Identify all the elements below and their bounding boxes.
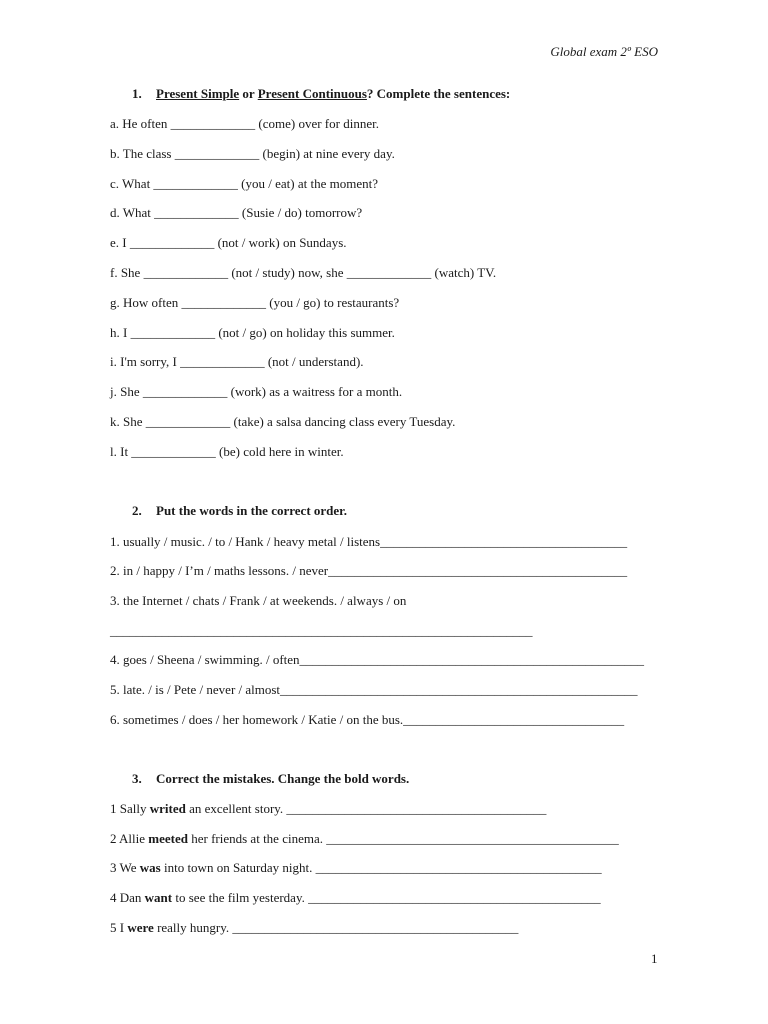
exercise-3-item-1 bbox=[110, 801, 546, 817]
exercise-2-item-4: 4. goes / Sheena / swimming. / often_____________________________________________________ bbox=[110, 652, 645, 667]
section-3-number: 3. bbox=[132, 771, 142, 786]
exercise-3-item-1-bold: writed bbox=[149, 801, 186, 816]
exercise-2-item-1: 1. usually / music. / to / Hank / heavy metal / listens______________________________________ bbox=[110, 534, 628, 549]
section-1-heading bbox=[132, 86, 510, 102]
exercise-3-item-2 bbox=[110, 831, 619, 847]
exercise-3-item-5-pre: 5 I bbox=[110, 920, 128, 935]
section-2-heading-text: Put the words in the correct order. bbox=[156, 503, 347, 518]
exercise-3-item-3-post: into town on Saturday night. ____________________________________________ bbox=[160, 860, 602, 875]
exercise-1-item-c: c. What _____________ (you / eat) at the moment? bbox=[110, 176, 378, 191]
exercise-1-item-g: g. How often _____________ (you / go) to restaurants? bbox=[110, 295, 400, 310]
section-1-heading-rest: ? Complete the sentences: bbox=[366, 86, 511, 101]
exercise-1-item-d: d. What _____________ (Susie / do) tomorrow? bbox=[110, 205, 363, 220]
exercise-2-item-6: 6. sometimes / does / her homework / Katie / on the bus.__________________________________ bbox=[110, 712, 625, 727]
section-2-number: 2. bbox=[132, 503, 142, 518]
section-1-number: 1. bbox=[132, 86, 142, 101]
exercise-3-item-3-pre: 3 We bbox=[110, 860, 140, 875]
exercise-2-item-3-answer-line: _________________________________________________________________ bbox=[110, 623, 533, 638]
exercise-3-item-4-pre: 4 Dan bbox=[110, 890, 145, 905]
exercise-1-item-h: h. I _____________ (not / go) on holiday this summer. bbox=[110, 325, 395, 340]
exercise-3-item-5-bold: were bbox=[127, 920, 154, 935]
exercise-3-item-2-pre: 2 Allie bbox=[110, 831, 149, 846]
exercise-1-item-e: e. I _____________ (not / work) on Sundays. bbox=[110, 235, 347, 250]
section-1-heading-present-continuous: Present Continuous bbox=[257, 86, 367, 101]
exercise-3-item-1-post: an excellent story. ________________________________________ bbox=[185, 801, 547, 816]
section-1-heading-or: or bbox=[239, 86, 258, 101]
exercise-3-item-4-bold: want bbox=[144, 890, 173, 905]
exercise-1-item-k: k. She _____________ (take) a salsa dancing class every Tuesday. bbox=[110, 414, 456, 429]
exercise-3-item-1-pre: 1 Sally bbox=[110, 801, 150, 816]
page-number: 1 bbox=[651, 951, 658, 966]
section-1-heading-present-simple: Present Simple bbox=[156, 86, 240, 101]
exercise-3-item-4 bbox=[110, 890, 601, 906]
exercise-1-item-f: f. She _____________ (not / study) now, she _____________ (watch) TV. bbox=[110, 265, 497, 280]
exercise-3-item-5-post: really hungry. ____________________________________________ bbox=[153, 920, 519, 935]
exercise-1-item-l: l. It _____________ (be) cold here in winter. bbox=[110, 444, 344, 459]
exercise-3-item-2-bold: meeted bbox=[148, 831, 188, 846]
exercise-3-item-3 bbox=[110, 860, 602, 876]
exercise-3-item-3-bold: was bbox=[139, 860, 161, 875]
section-2-heading bbox=[132, 503, 347, 519]
exercise-1-item-b: b. The class _____________ (begin) at nine every day. bbox=[110, 146, 395, 161]
section-3-heading bbox=[132, 771, 409, 787]
page-header: Global exam 2º ESO bbox=[550, 44, 658, 59]
exercise-2-item-2: 2. in / happy / I’m / maths lessons. / never______________________________________________ bbox=[110, 563, 628, 578]
exercise-3-item-2-post: her friends at the cinema. _____________________________________________ bbox=[187, 831, 619, 846]
section-3-heading-text: Correct the mistakes. Change the bold words. bbox=[156, 771, 410, 786]
exercise-1-item-a: a. He often _____________ (come) over for dinner. bbox=[110, 116, 379, 131]
exercise-2-item-3: 3. the Internet / chats / Frank / at weekends. / always / on bbox=[110, 593, 407, 608]
exercise-2-item-5: 5. late. / is / Pete / never / almost_______________________________________________________ bbox=[110, 682, 638, 697]
exercise-1-item-i: i. I'm sorry, I _____________ (not / understand). bbox=[110, 354, 364, 369]
exercise-1-item-j: j. She _____________ (work) as a waitress for a month. bbox=[110, 384, 403, 399]
exercise-3-item-5 bbox=[110, 920, 518, 936]
exercise-3-item-4-post: to see the film yesterday. _____________________________________________ bbox=[172, 890, 601, 905]
